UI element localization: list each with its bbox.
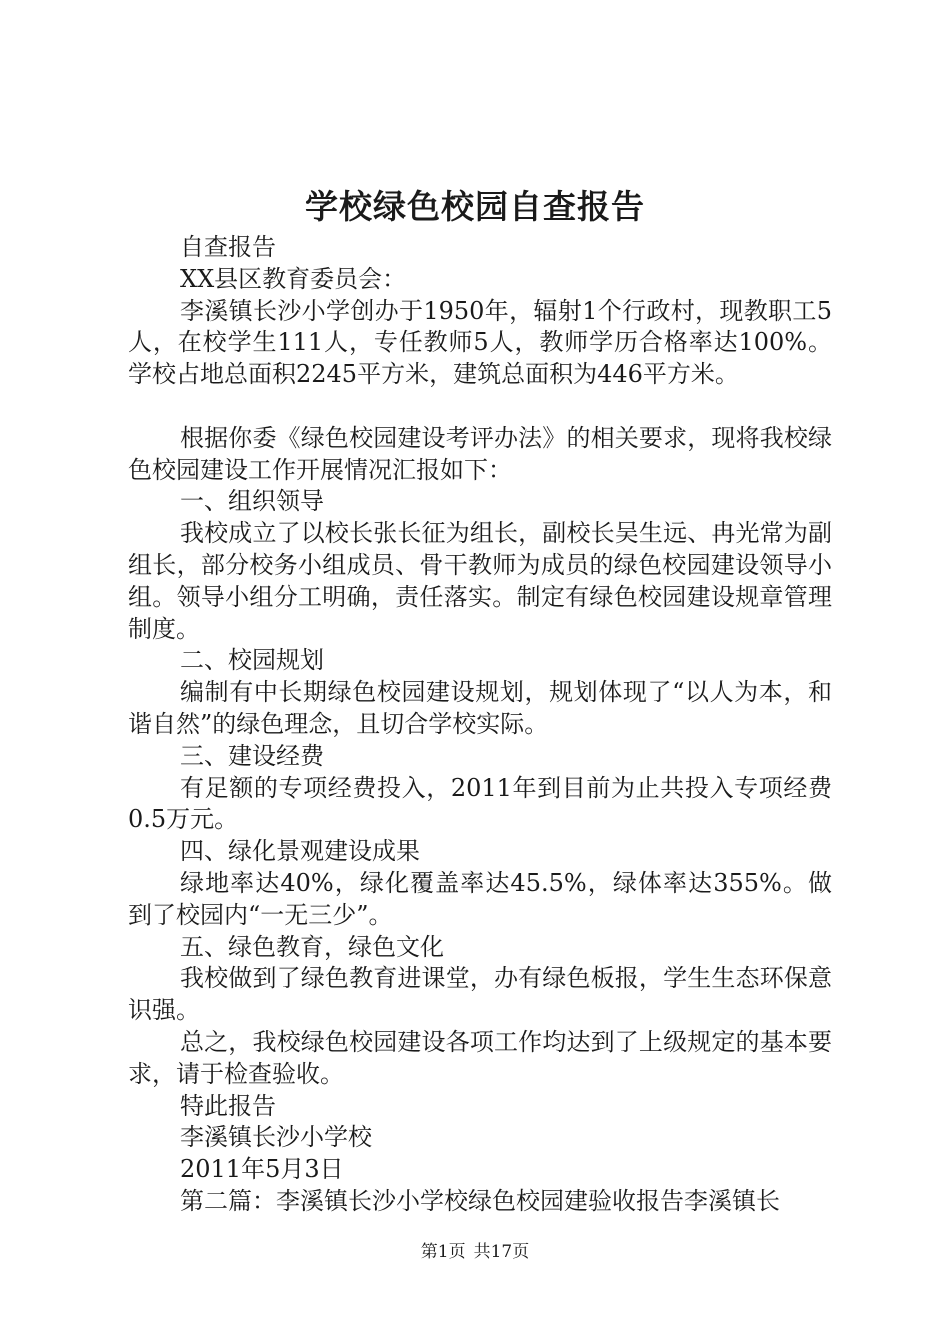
paragraph-report-purpose: 根据你委《绿色校园建设考评办法》的相关要求，现将我校绿色校园建设工作开展情况汇报如下： <box>128 423 832 484</box>
page-number: 第1页 <box>420 1242 466 1262</box>
section-heading-funding: 三、建设经费 <box>180 741 324 770</box>
paragraph-next-article: 第二篇：李溪镇长沙小学校绿色校园建验收报告李溪镇长 <box>180 1186 780 1215</box>
section-heading-education: 五、绿色教育，绿色文化 <box>180 932 444 961</box>
paragraph-heading: 自查报告 <box>180 233 276 261</box>
paragraph-closing: 特此报告 <box>180 1091 276 1120</box>
paragraph-organization: 我校成立了以校长张长征为组长，副校长吴生远、冉光常为副组长，部分校务小组成员、骨干教师为成员的绿色校园建设领导小组。领导小组分工明确，责任落实。制定有绿色校园建设规章管理制度。 <box>128 519 832 643</box>
section-heading-planning: 二、校园规划 <box>180 646 324 675</box>
paragraph-date: 2011年5月3日 <box>180 1155 344 1184</box>
paragraph-education: 我校做到了绿色教育进课堂，办有绿色板报，学生生态环保意识强。 <box>128 964 832 1025</box>
section-heading-organization: 一、组织领导 <box>180 487 324 516</box>
page-total: 共17页 <box>473 1242 530 1262</box>
paragraph-signature: 李溪镇长沙小学校 <box>180 1123 372 1152</box>
paragraph-planning: 编制有中长期绿色校园建设规划，规划体现了“以人为本，和谐自然”的绿色理念，且切合学校实际。 <box>128 678 832 738</box>
section-heading-greening: 四、绿化景观建设成果 <box>180 837 420 866</box>
document-body <box>128 232 832 1218</box>
paragraph-greening: 绿地率达40%，绿化覆盖率达45.5%，绿体率达355%。做到了校园内“一无三少”。 <box>128 868 832 929</box>
document-title: 学校绿色校园自查报告 <box>305 187 645 226</box>
paragraph-recipient: XX县区教育委员会： <box>180 264 407 293</box>
paragraph-conclusion: 总之，我校绿色校园建设各项工作均达到了上级规定的基本要求，请于检查验收。 <box>128 1027 832 1088</box>
paragraph-funding: 有足额的专项经费投入，2011年到目前为止共投入专项经费0.5万元。 <box>128 773 832 834</box>
paragraph-school-intro: 李溪镇长沙小学创办于1950年，辐射1个行政村，现教职工5人，在校学生111人，专任教师5人，教师学历合格率达100%。学校占地总面积2245平方米，建筑总面积为446平方米。 <box>128 296 832 389</box>
page-footer <box>0 1240 950 1264</box>
